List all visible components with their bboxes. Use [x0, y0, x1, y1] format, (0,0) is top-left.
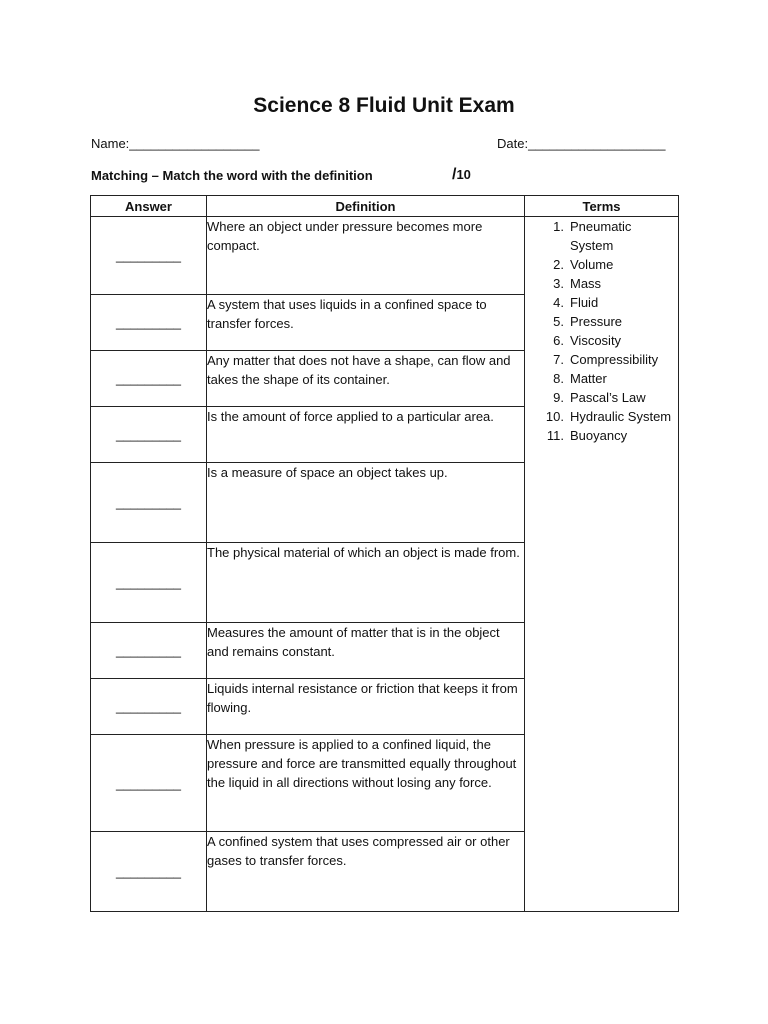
list-item — [525, 426, 678, 445]
list-item — [525, 331, 678, 350]
term-number: 6. — [553, 333, 564, 348]
term-text: Compressibility — [570, 352, 659, 367]
list-item — [525, 274, 678, 293]
list-item — [525, 312, 678, 331]
answer-cell[interactable] — [91, 543, 207, 623]
term-number: 4. — [553, 295, 564, 310]
list-item — [525, 407, 678, 426]
term-number: 3. — [553, 276, 564, 291]
table-header-row — [91, 196, 679, 217]
answer-blank: _________ — [115, 371, 182, 386]
answer-blank: _________ — [115, 248, 182, 263]
answer-blank: _________ — [115, 575, 182, 590]
term-number: 1. — [553, 219, 564, 234]
term-number: 7. — [553, 352, 564, 367]
header-terms: Terms — [525, 196, 679, 217]
date-field: Date:___________________ — [497, 136, 666, 151]
answer-blank: _________ — [115, 315, 182, 330]
matching-instructions: Matching – Match the word with the definition — [91, 168, 373, 183]
list-item — [525, 369, 678, 388]
definition-cell: Measures the amount of matter that is in the object and remains constant. — [207, 623, 525, 679]
answer-cell[interactable] — [91, 407, 207, 463]
answer-cell[interactable] — [91, 295, 207, 351]
term-text: Matter — [570, 371, 607, 386]
terms-cell — [525, 217, 679, 912]
answer-blank: _________ — [115, 775, 182, 791]
term-text: Hydraulic System — [570, 409, 672, 424]
answer-blank: _________ — [115, 699, 182, 714]
definition-cell: A confined system that uses compressed air or other gases to transfer forces. — [207, 832, 525, 912]
answer-cell[interactable] — [91, 735, 207, 832]
term-number: 9. — [553, 390, 564, 405]
score-box — [452, 166, 471, 184]
answer-cell[interactable] — [91, 679, 207, 735]
definition-cell: Liquids internal resistance or friction that keeps it from flowing. — [207, 679, 525, 735]
term-text: Pressure — [570, 314, 623, 329]
definition-cell: Where an object under pressure becomes more compact. — [207, 217, 525, 295]
definition-cell: A system that uses liquids in a confined space to transfer forces. — [207, 295, 525, 351]
term-text: Mass — [570, 276, 602, 291]
term-number: 8. — [553, 371, 564, 386]
answer-cell[interactable] — [91, 832, 207, 912]
term-number: 10. — [545, 409, 564, 424]
name-field: Name:__________________ — [91, 136, 260, 151]
definition-cell: Is a measure of space an object takes up. — [207, 463, 525, 543]
term-text: Buoyancy — [570, 428, 628, 443]
page-title: Science 8 Fluid Unit Exam — [253, 94, 515, 117]
score-total: 10 — [456, 167, 471, 182]
answer-cell[interactable] — [91, 463, 207, 543]
answer-cell[interactable] — [91, 623, 207, 679]
term-number: 11. — [546, 428, 564, 443]
term-number: 5. — [553, 314, 564, 329]
header-answer: Answer — [91, 196, 207, 217]
answer-blank: _________ — [115, 864, 182, 879]
term-text: Fluid — [570, 295, 599, 310]
header-definition: Definition — [207, 196, 525, 217]
answer-blank: _________ — [115, 643, 182, 658]
list-item — [525, 255, 678, 274]
list-item — [525, 388, 678, 407]
term-text: Pneumatic System — [570, 219, 632, 253]
term-text: Volume — [570, 257, 614, 272]
terms-list — [525, 217, 678, 445]
answer-cell[interactable] — [91, 217, 207, 295]
definition-cell: The physical material of which an object is made from. — [207, 543, 525, 623]
definition-cell: When pressure is applied to a confined liquid, the pressure and force are transmitted equally throughout the liquid in all directions without losing any force. — [207, 735, 525, 832]
list-item — [525, 217, 678, 255]
answer-blank: _________ — [115, 427, 182, 442]
table-row — [91, 217, 679, 295]
matching-table — [90, 195, 679, 912]
term-text: Pascal’s Law — [570, 390, 646, 405]
answer-cell[interactable] — [91, 351, 207, 407]
list-item — [525, 350, 678, 369]
score-slash: / — [452, 166, 457, 183]
definition-cell: Is the amount of force applied to a particular area. — [207, 407, 525, 463]
term-number: 2. — [553, 257, 564, 272]
answer-blank: _________ — [115, 495, 182, 510]
term-text: Viscosity — [570, 333, 622, 348]
definition-cell: Any matter that does not have a shape, can flow and takes the shape of its container. — [207, 351, 525, 407]
list-item — [525, 293, 678, 312]
